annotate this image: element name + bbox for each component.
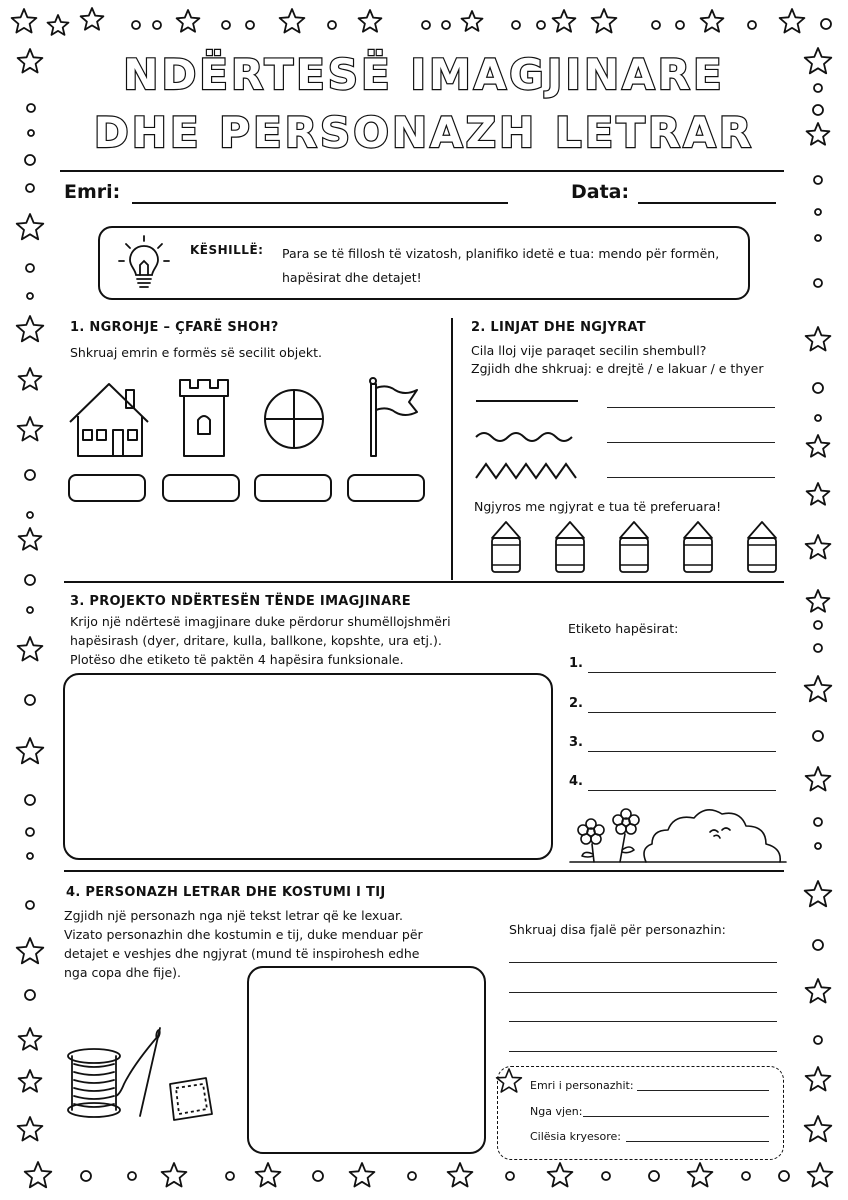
color-prompt: Ngjyros me ngjyrat e tua të preferuara! (474, 499, 722, 514)
section-divider-vertical (451, 318, 453, 580)
page-title-line-2: DHE PERSONAZH LETRAR (93, 108, 755, 157)
page-title-line-1: NDËRTESË IMAGJINARE (123, 50, 725, 99)
date-field[interactable] (638, 202, 776, 204)
character-note-line-3[interactable] (509, 1021, 777, 1022)
character-note-line-4[interactable] (509, 1051, 777, 1052)
character-origin-field[interactable] (583, 1116, 769, 1117)
character-quality-field[interactable] (626, 1141, 769, 1142)
thread-spool-needle-icon (64, 1024, 174, 1122)
shape-answer-box-1[interactable] (68, 474, 146, 502)
name-field[interactable] (132, 202, 508, 204)
house-icon (68, 380, 150, 458)
name-label: Emri: (64, 181, 121, 203)
label-field-2[interactable] (588, 712, 776, 713)
label-field-3[interactable] (588, 751, 776, 752)
label-number-4: 4. (569, 774, 583, 789)
section-1-title: 1. NGROHJE – ÇFARË SHOH? (70, 320, 279, 335)
character-note-line-1[interactable] (509, 962, 777, 963)
line-type-answer-3[interactable] (607, 477, 775, 478)
label-number-3: 3. (569, 735, 583, 750)
crayon-icon (620, 522, 648, 572)
line-type-answer-1[interactable] (607, 407, 775, 408)
section-2-title: 2. LINJAT DHE NGJYRAT (471, 320, 646, 335)
label-number-2: 2. (569, 696, 583, 711)
building-drawing-area[interactable] (63, 673, 553, 860)
circle-cross-icon (263, 388, 325, 450)
star-icon (495, 1067, 523, 1095)
flowers-bush-illustration (570, 800, 788, 866)
line-type-answer-2[interactable] (607, 442, 775, 443)
section-divider-2 (64, 870, 784, 872)
shape-answer-box-4[interactable] (347, 474, 425, 502)
tower-icon (178, 378, 230, 458)
section-4-title: 4. PERSONAZH LETRAR DHE KOSTUMI I TIJ (66, 885, 386, 900)
shape-answer-box-2[interactable] (162, 474, 240, 502)
date-label: Data: (571, 181, 630, 203)
section-4-instruction: Zgjidh një personazh nga një tekst letrar që ke lexuar. Vizato personazhin dhe kostumin e tij, duke menduar për detajet e veshjes dhe ngjyrat (mund të inspirohesh edhe nga copa dhe fije). (64, 908, 423, 980)
tip-text: Para se të fillosh të vizatosh, planifiko idetë e tua: mendo për formën, hapësirat dhe detajet! (282, 246, 720, 285)
title-divider (60, 170, 784, 172)
label-field-1[interactable] (588, 672, 776, 673)
label-prompt: Etiketo hapësirat: (568, 621, 679, 636)
crayons-row (486, 520, 782, 576)
character-drawing-area[interactable] (247, 966, 486, 1154)
character-name-field[interactable] (637, 1090, 769, 1091)
section-3-instruction: Krijo një ndërtesë imagjinare duke përdorur shumëllojshmëri hapësirash (dyer, dritare, kulla, ballkone, kopshte, ura etj.). Plotëso dhe etiketo të paktën 4 hapësira funksionale. (70, 614, 451, 667)
crayon-icon (556, 522, 584, 572)
straight-line-example (474, 396, 580, 406)
character-quality-label: Cilësia kryesore: (530, 1130, 621, 1143)
wavy-line-example (474, 428, 580, 446)
tip-heading: KËSHILLË: (190, 243, 264, 257)
crayon-icon (684, 522, 712, 572)
write-prompt: Shkruaj disa fjalë për personazhin: (509, 922, 726, 937)
crayon-icon (492, 522, 520, 572)
shape-answer-box-3[interactable] (254, 474, 332, 502)
lightbulb-icon (116, 234, 172, 292)
label-field-4[interactable] (588, 790, 776, 791)
fabric-patch-icon (164, 1074, 216, 1124)
zigzag-line-example (474, 461, 580, 481)
flag-icon (365, 376, 421, 458)
section-3-title: 3. PROJEKTO NDËRTESËN TËNDE IMAGJINARE (70, 594, 411, 609)
character-name-label: Emri i personazhit: (530, 1079, 634, 1092)
character-note-line-2[interactable] (509, 992, 777, 993)
section-divider-1 (64, 581, 784, 583)
section-2-question: Cila lloj vije paraqet secilin shembull? (471, 343, 707, 358)
label-number-1: 1. (569, 656, 583, 671)
section-1-instruction: Shkruaj emrin e formës së secilit objekt. (70, 345, 323, 360)
section-2-choices: Zgjidh dhe shkruaj: e drejtë / e lakuar / e thyer (471, 361, 764, 376)
character-origin-label: Nga vjen: (530, 1105, 583, 1118)
crayon-icon (748, 522, 776, 572)
